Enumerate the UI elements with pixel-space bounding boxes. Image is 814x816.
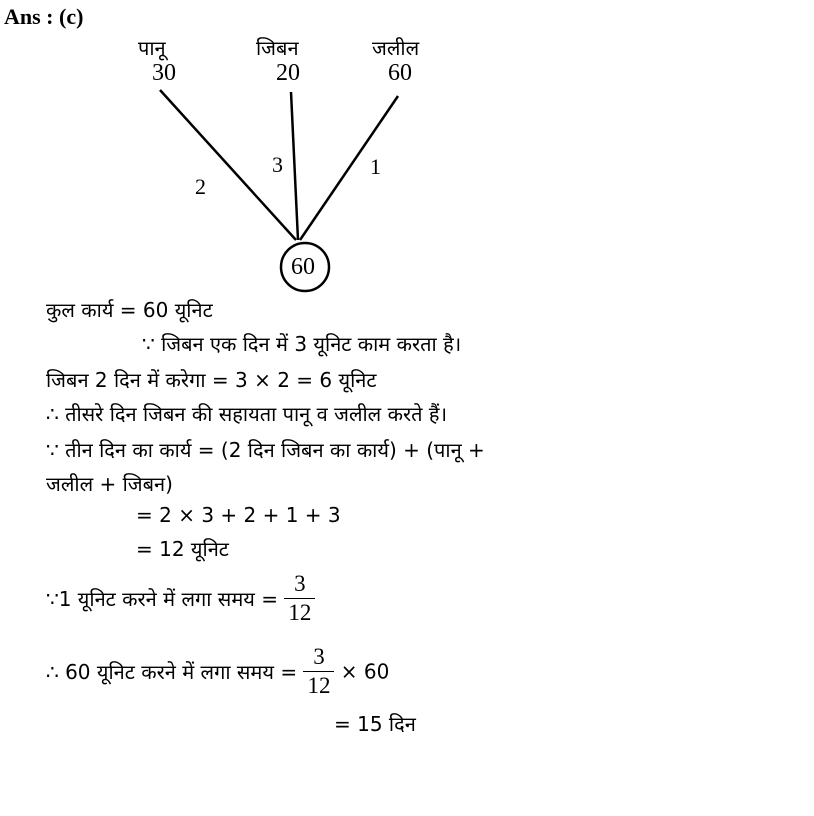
edge-jiban bbox=[291, 92, 298, 240]
worker-amount-panu: 30 bbox=[152, 60, 176, 86]
solution-line-third-day: ∴ तीसरे दिन जिबन की सहायता पानू व जलील करते हैं। bbox=[46, 402, 448, 426]
solution-line-jiban-rate: ∵ जिबन एक दिन में 3 यूनिट काम करता है। bbox=[142, 332, 462, 356]
total-work-value: 60 bbox=[291, 254, 315, 280]
solution-line-total-time bbox=[46, 643, 389, 700]
fraction-numerator: 3 bbox=[313, 644, 325, 669]
worker-amount-jalil: 60 bbox=[388, 60, 412, 86]
answer-label: Ans : (c) bbox=[4, 4, 84, 29]
total-time-multiplier: × 60 bbox=[340, 659, 390, 684]
fraction-numerator: 3 bbox=[294, 571, 306, 596]
worker-amount-jiban: 20 bbox=[276, 60, 300, 86]
worker-name-jiban: जिबन bbox=[256, 36, 299, 60]
solution-line-final-answer: = 15 दिन bbox=[334, 712, 416, 736]
worker-name-jalil: जलील bbox=[372, 36, 420, 60]
solution-line-unit-time bbox=[46, 570, 315, 627]
total-time-fraction bbox=[303, 643, 334, 700]
efficiency-jiban: 3 bbox=[272, 152, 283, 177]
unit-time-label: ∵1 यूनिट करने में लगा समय = bbox=[46, 587, 278, 611]
worker-name-panu: पानू bbox=[138, 36, 166, 60]
efficiency-panu: 2 bbox=[195, 174, 206, 199]
total-time-label: ∴ 60 यूनिट करने में लगा समय = bbox=[46, 660, 298, 684]
unit-time-fraction bbox=[284, 570, 315, 627]
solution-line-sum-result: = 12 यूनिट bbox=[136, 537, 229, 561]
solution-line-three-day-work: ∵ तीन दिन का कार्य = (2 दिन जिबन का कार्य) + (पानू + bbox=[46, 438, 485, 462]
solution-line-jiban-two-days: जिबन 2 दिन में करेगा = 3 × 2 = 6 यूनिट bbox=[46, 368, 377, 392]
solution-line-three-day-work-cont: जलील + जिबन) bbox=[46, 472, 173, 496]
fraction-denominator: 12 bbox=[303, 671, 334, 700]
fraction-denominator: 12 bbox=[284, 598, 315, 627]
solution-line-sum: = 2 × 3 + 2 + 1 + 3 bbox=[136, 503, 341, 527]
solution-line-total: कुल कार्य = 60 यूनिट bbox=[46, 298, 213, 322]
efficiency-jalil: 1 bbox=[370, 154, 381, 179]
edge-jalil bbox=[300, 96, 398, 240]
